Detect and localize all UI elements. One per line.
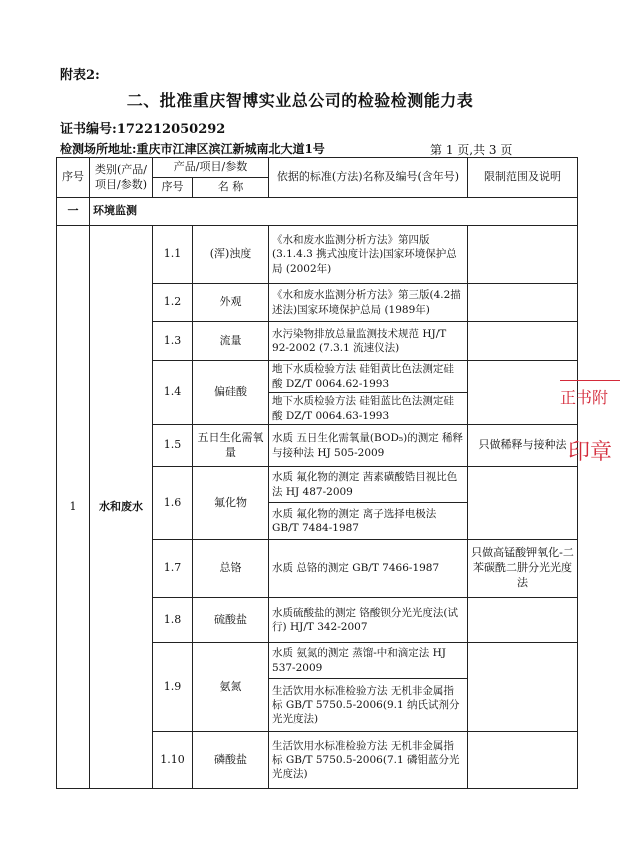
section-title: 环境监测 (90, 198, 578, 226)
item-name: 氟化物 (193, 467, 269, 540)
address-label: 检测场所地址: (60, 142, 137, 156)
item-number: 1.10 (153, 732, 193, 789)
item-name: 氨氮 (193, 643, 269, 732)
item-limit (468, 284, 578, 322)
section-row (57, 198, 578, 226)
stamp-bottom-text: 印章 (568, 440, 613, 465)
item-limit (468, 732, 578, 789)
item-limit (468, 226, 578, 284)
table-row (57, 226, 578, 284)
group-category: 水和废水 (90, 226, 153, 789)
item-limit: 只做稀释与接种法 (468, 425, 578, 467)
header-product-group: 产品/项目/参数 (153, 158, 269, 178)
item-standard: 水质 总铬的测定 GB/T 7466-1987 (269, 540, 468, 598)
item-number: 1.1 (153, 226, 193, 284)
item-standard: 地下水质检验方法 硅钼黄比色法测定硅酸 DZ/T 0064.62-1993 (269, 361, 468, 393)
item-name: 流量 (193, 322, 269, 361)
header-name: 名 称 (193, 178, 269, 198)
item-limit: 只做高锰酸钾氧化-二苯碳酰二肼分光光度法 (468, 540, 578, 598)
certificate-number: 172212050292 (116, 122, 226, 137)
header-standard: 依据的标准(方法)名称及编号(含年号) (269, 158, 468, 198)
item-number: 1.5 (153, 425, 193, 467)
item-name: 偏硅酸 (193, 361, 269, 425)
item-standard: 生活饮用水标准检验方法 无机非金属指标 GB/T 5750.5-2006(9.1 纳氏试剂分光光度法) (269, 679, 468, 732)
item-standard: 生活饮用水标准检验方法 无机非金属指标 GB/T 5750.5-2006(7.1 磷钼蓝分光光度法) (269, 732, 468, 789)
header-limit: 限制范围及说明 (468, 158, 578, 198)
item-standard: 水质 五日生化需氧量(BOD₅)的测定 稀释与接种法 HJ 505-2009 (269, 425, 468, 467)
item-standard: 水质 氟化物的测定 离子选择电极法 GB/T 7484-1987 (269, 503, 468, 540)
item-name: (浑)浊度 (193, 226, 269, 284)
address-line (60, 140, 325, 157)
item-number: 1.8 (153, 598, 193, 643)
red-seal-stamp (560, 380, 620, 500)
item-limit (468, 643, 578, 732)
item-name: 五日生化需氧量 (193, 425, 269, 467)
item-number: 1.6 (153, 467, 193, 540)
certificate-line (60, 118, 225, 137)
item-standard: 水质 氟化物的测定 茜素磺酸锆目视比色法 HJ 487-2009 (269, 467, 468, 503)
item-limit (468, 322, 578, 361)
address-value: 重庆市江津区滨江新城南北大道1号 (136, 142, 325, 156)
header-row (57, 158, 578, 178)
item-number: 1.2 (153, 284, 193, 322)
stamp-top-text: 正书附 (560, 380, 620, 413)
attachment-label: 附表2: (60, 68, 100, 83)
header-seq: 序号 (57, 158, 90, 198)
item-name: 总铬 (193, 540, 269, 598)
item-name: 外观 (193, 284, 269, 322)
item-number: 1.7 (153, 540, 193, 598)
item-standard: 水质 氨氮的测定 蒸馏-中和滴定法 HJ 537-2009 (269, 643, 468, 679)
header-sub-seq: 序号 (153, 178, 193, 198)
capability-table (56, 157, 578, 789)
certificate-label: 证书编号: (60, 122, 117, 137)
item-number: 1.3 (153, 322, 193, 361)
page-title: 二、批准重庆智博实业总公司的检验检测能力表 (126, 91, 474, 110)
item-number: 1.4 (153, 361, 193, 425)
item-number: 1.9 (153, 643, 193, 732)
group-seq: 1 (57, 226, 90, 789)
item-standard: 《水和废水监测分析方法》第三版(4.2描述法)国家环境保护总局 (1989年) (269, 284, 468, 322)
item-name: 硫酸盐 (193, 598, 269, 643)
item-standard: 《水和废水监测分析方法》第四版(3.1.4.3 携式浊度计法)国家环境保护总局 (2002年) (269, 226, 468, 284)
item-standard: 地下水质检验方法 硅钼蓝比色法测定硅酸 DZ/T 0064.63-1993 (269, 393, 468, 425)
item-standard: 水质硫酸盐的测定 铬酸钡分光光度法(试行) HJ/T 342-2007 (269, 598, 468, 643)
header-category: 类别(产品/项目/参数) (90, 158, 153, 198)
item-name: 磷酸盐 (193, 732, 269, 789)
page-indicator: 第 1 页,共 3 页 (430, 143, 513, 157)
item-standard: 水污染物排放总量监测技术规范 HJ/T 92-2002 (7.3.1 流速仪法) (269, 322, 468, 361)
section-index: 一 (57, 198, 90, 226)
item-limit (468, 598, 578, 643)
